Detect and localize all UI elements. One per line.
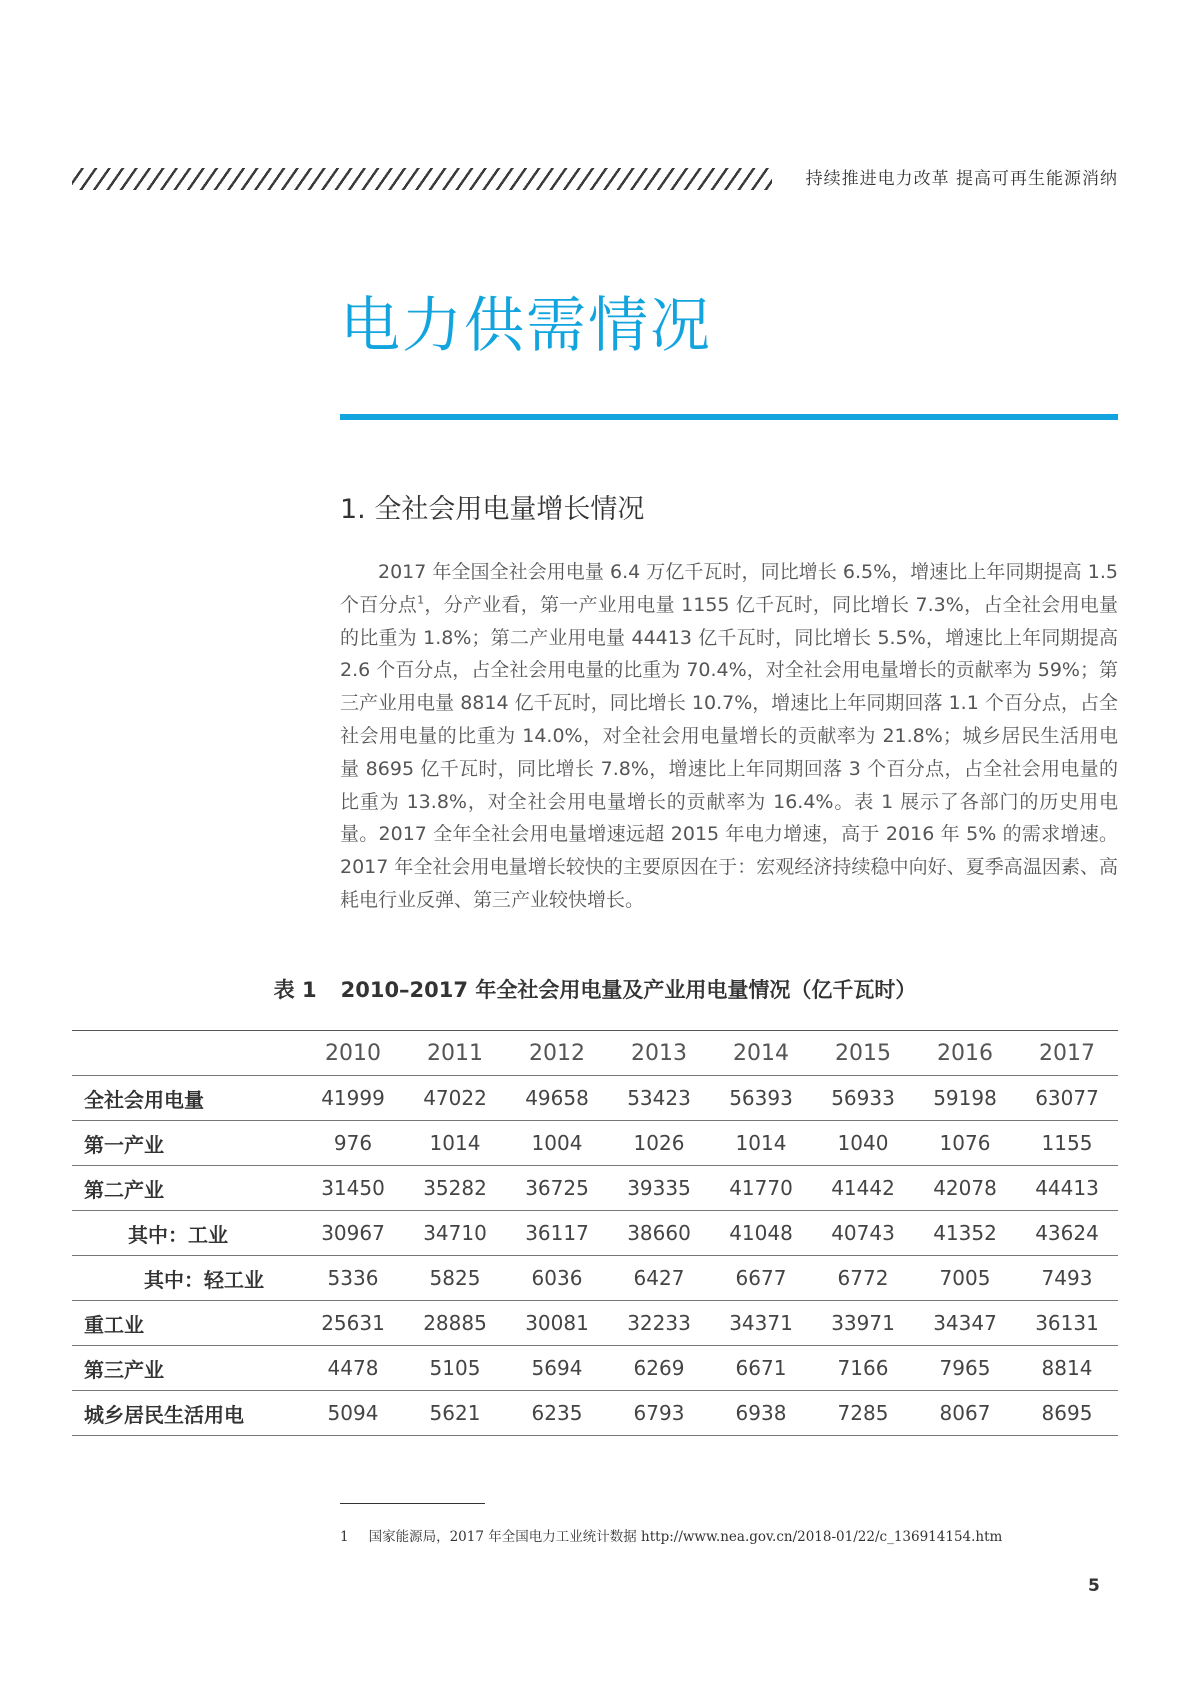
- paragraph-text-pre: 2017 年全国全社会用电量 6.4 万亿千瓦时，同比增长 6.5%，增速比上年同期提高 1.5 个百分点: [340, 561, 1118, 616]
- row-label: 其中：轻工业: [72, 1256, 302, 1301]
- row-label: 其中：工业: [72, 1211, 302, 1256]
- row-label: 第三产业: [72, 1346, 302, 1391]
- table-cell: 6677: [710, 1256, 812, 1301]
- table-cell: 7005: [914, 1256, 1016, 1301]
- table-cell: 1026: [608, 1121, 710, 1166]
- table-cell: 6671: [710, 1346, 812, 1391]
- table-cell: 36131: [1016, 1301, 1118, 1346]
- year-header: 2010: [302, 1031, 404, 1076]
- table-cell: 1014: [404, 1121, 506, 1166]
- table-cell: 5621: [404, 1391, 506, 1436]
- row-label: 城乡居民生活用电: [72, 1391, 302, 1436]
- row-label: 重工业: [72, 1301, 302, 1346]
- table-cell: 4478: [302, 1346, 404, 1391]
- table-cell: 40743: [812, 1211, 914, 1256]
- table-row: [72, 1211, 1118, 1256]
- year-header: 2011: [404, 1031, 506, 1076]
- footnote-number: 1: [340, 1529, 349, 1545]
- table-cell: 5105: [404, 1346, 506, 1391]
- electricity-consumption-table: [72, 1030, 1118, 1436]
- table-cell: 6036: [506, 1256, 608, 1301]
- table-caption-number: 表 1: [273, 978, 317, 1002]
- table-cell: 8067: [914, 1391, 1016, 1436]
- table-cell: 8814: [1016, 1346, 1118, 1391]
- table-cell: 36117: [506, 1211, 608, 1256]
- year-header: 2014: [710, 1031, 812, 1076]
- year-header: 2015: [812, 1031, 914, 1076]
- footnote-separator: [340, 1503, 485, 1504]
- table-cell: 41999: [302, 1076, 404, 1121]
- table-cell: 30081: [506, 1301, 608, 1346]
- running-header: 持续推进电力改革 提高可再生能源消纳: [805, 169, 1118, 189]
- table-cell: 28885: [404, 1301, 506, 1346]
- footnote: [340, 1528, 1002, 1546]
- table-cell: 5336: [302, 1256, 404, 1301]
- table-cell: 41442: [812, 1166, 914, 1211]
- table-caption: [0, 975, 1190, 1005]
- table-cell: 6235: [506, 1391, 608, 1436]
- table-cell: 8695: [1016, 1391, 1118, 1436]
- table-cell: 1014: [710, 1121, 812, 1166]
- table-cell: 1040: [812, 1121, 914, 1166]
- header-stripe-decoration: [72, 168, 772, 190]
- body-paragraph: [340, 556, 1118, 917]
- table-cell: 56393: [710, 1076, 812, 1121]
- table-cell: 7965: [914, 1346, 1016, 1391]
- table-cell: 1004: [506, 1121, 608, 1166]
- table-cell: 56933: [812, 1076, 914, 1121]
- table-cell: 5694: [506, 1346, 608, 1391]
- year-header: 2012: [506, 1031, 608, 1076]
- table-row: [72, 1121, 1118, 1166]
- table-cell: 44413: [1016, 1166, 1118, 1211]
- footnote-text: 国家能源局，2017 年全国电力工业统计数据 http://www.nea.gov.cn/2018-01/22/c_136914154.htm: [368, 1529, 1003, 1545]
- table-cell: 42078: [914, 1166, 1016, 1211]
- table-cell: 39335: [608, 1166, 710, 1211]
- table-cell: 63077: [1016, 1076, 1118, 1121]
- table-cell: 6427: [608, 1256, 710, 1301]
- table-cell: 34710: [404, 1211, 506, 1256]
- table-cell: 6772: [812, 1256, 914, 1301]
- table-cell: 43624: [1016, 1211, 1118, 1256]
- row-label: 第一产业: [72, 1121, 302, 1166]
- table-cell: 6269: [608, 1346, 710, 1391]
- table-cell: 6793: [608, 1391, 710, 1436]
- table-row: [72, 1301, 1118, 1346]
- table-cell: 59198: [914, 1076, 1016, 1121]
- footnote-reference[interactable]: 1: [417, 593, 425, 607]
- table-row: [72, 1166, 1118, 1211]
- table-cell: 32233: [608, 1301, 710, 1346]
- row-label: 第二产业: [72, 1166, 302, 1211]
- table-cell: 7285: [812, 1391, 914, 1436]
- table-row: [72, 1346, 1118, 1391]
- table-cell: 30967: [302, 1211, 404, 1256]
- page-title: 电力供需情况: [340, 291, 712, 361]
- year-header: 2013: [608, 1031, 710, 1076]
- table-cell: 976: [302, 1121, 404, 1166]
- table-cell: 5825: [404, 1256, 506, 1301]
- table-cell: 36725: [506, 1166, 608, 1211]
- row-label: 全社会用电量: [72, 1076, 302, 1121]
- table-cell: 31450: [302, 1166, 404, 1211]
- table-cell: 33971: [812, 1301, 914, 1346]
- table-cell: 6938: [710, 1391, 812, 1436]
- table-row: [72, 1076, 1118, 1121]
- table-cell: 41048: [710, 1211, 812, 1256]
- table-cell: 34371: [710, 1301, 812, 1346]
- table-cell: 34347: [914, 1301, 1016, 1346]
- table-cell: 38660: [608, 1211, 710, 1256]
- year-header: 2016: [914, 1031, 1016, 1076]
- table-caption-text: 2010–2017 年全社会用电量及产业用电量情况（亿千瓦时）: [340, 978, 917, 1002]
- table-cell: 47022: [404, 1076, 506, 1121]
- table-cell: 41770: [710, 1166, 812, 1211]
- table-cell: 41352: [914, 1211, 1016, 1256]
- table-cell: 1155: [1016, 1121, 1118, 1166]
- section-heading: 1. 全社会用电量增长情况: [340, 494, 645, 525]
- table-header-row: [72, 1031, 1118, 1076]
- table-cell: 35282: [404, 1166, 506, 1211]
- title-underline: [340, 414, 1118, 420]
- paragraph-text-post: ，分产业看，第一产业用电量 1155 亿千瓦时，同比增长 7.3%，占全社会用电量的比重为 1.8%；第二产业用电量 44413 亿千瓦时，同比增长 5.5%，增速比上年同期提高 2.6 个百分点，占全社会用电量的比重为 70.4%，对全社会用电量增长的贡献率为 59%；第三产业用电量 8814 亿千瓦时，同比增长 10.7%，增速比上年同期回落 1.1 个百分点，占全社会用电量的比重为 14.0%，对全社会用电量增长的贡献率为 21.8%；城乡居民生活用电量 8695 亿千瓦时，同比增长 7.8%，增速比上年同期回落 3 个百分点，占全社会用电量的比重为 13.8%，对全社会用电量增长的贡献率为 16.4%。表 1 展示了各部门的历史用电量。2017 全年全社会用电量增速远超 2015 年电力增速，高于 2016 年 5% 的需求增速。2017 年全社会用电量增长较快的主要原因在于：宏观经济持续稳中向好、夏季高温因素、高耗电行业反弹、第三产业较快增长。: [340, 593, 1118, 911]
- table-cell: 5094: [302, 1391, 404, 1436]
- table-cell: 1076: [914, 1121, 1016, 1166]
- table-row: [72, 1391, 1118, 1436]
- year-header: 2017: [1016, 1031, 1118, 1076]
- table-header-empty: [72, 1031, 302, 1076]
- page-number: 5: [1088, 1576, 1100, 1596]
- table-row: [72, 1256, 1118, 1301]
- table-cell: 49658: [506, 1076, 608, 1121]
- table-cell: 7493: [1016, 1256, 1118, 1301]
- table-cell: 25631: [302, 1301, 404, 1346]
- table-cell: 7166: [812, 1346, 914, 1391]
- table-cell: 53423: [608, 1076, 710, 1121]
